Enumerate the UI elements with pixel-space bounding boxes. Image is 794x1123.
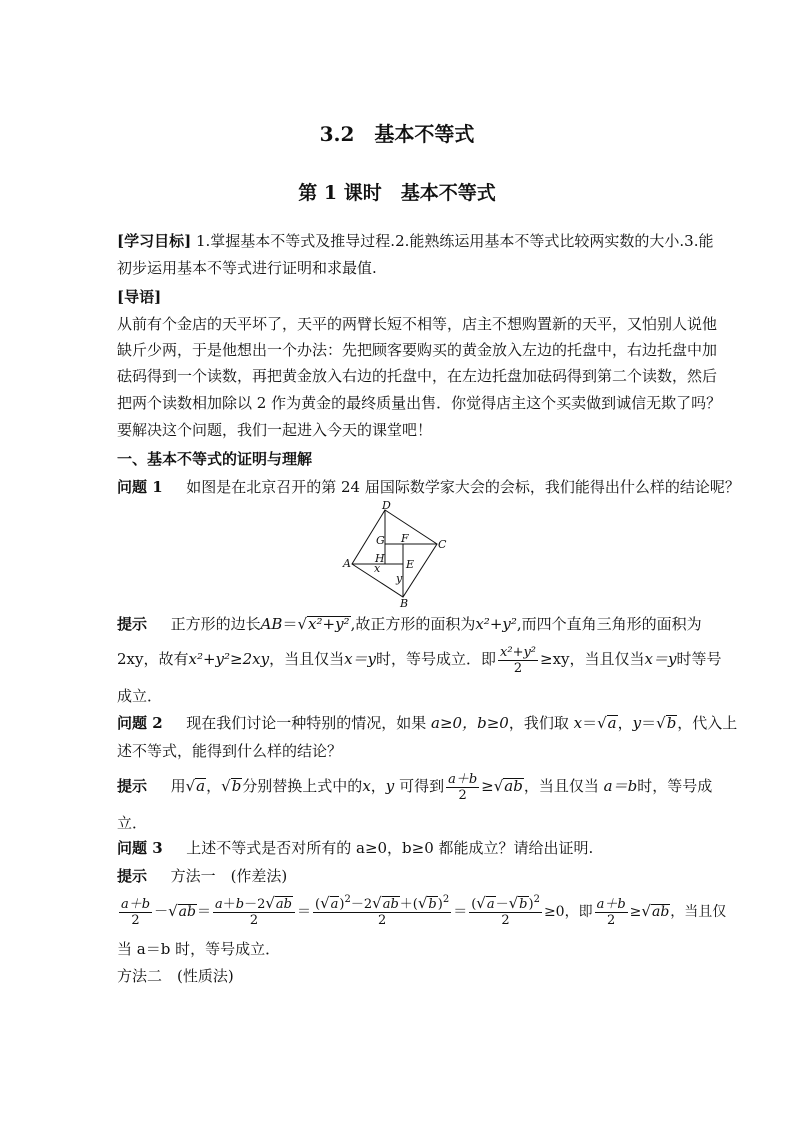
outer-square xyxy=(352,510,437,597)
diagram-label-b: B xyxy=(400,597,409,610)
section-1-title: 一、基本不等式的证明与理解 xyxy=(117,450,313,468)
question-3 xyxy=(117,838,593,858)
diagram-label-d: D xyxy=(382,500,391,512)
hint-1-line-1: 提示 正方形的边长AB＝√x²+y²,故正方形的面积为x²+y²,而四个直角三角形的面积为 xyxy=(117,615,702,633)
diagram-label-a: A xyxy=(343,557,351,570)
proof-equation: $\frac{a+b}{2}$ －√ab＝ $\frac{a+b-2√ab}{2}$ ＝ $\frac{(√a)^2-2√ab+(√b)^2}{2}$ ＝ $\frac{(√a-√b)^2}{2}$ ≥0，即 $\frac{a+b}{2}$ ≥√ab，当且仅 xyxy=(121,894,727,928)
question-1 xyxy=(117,477,740,497)
hint-1-label: 提示 xyxy=(117,615,148,633)
question-3-label: 问题 3 xyxy=(117,839,163,857)
diagram-label-y: y xyxy=(396,572,403,585)
intro-label: [导语] xyxy=(117,288,162,306)
fraction-x2y2-over-2: $\frac{\text{x²+y²}}{2}$ xyxy=(500,644,537,676)
hint-2-line-1: 提示 用√a，√b分别替换上式中的x，y 可得到 $\frac{a+b}{2}$ ≥√ab，当且仅当 a＝b时，等号成 xyxy=(117,771,713,803)
method-2-title: 方法二 (性质法) xyxy=(117,967,234,985)
lesson-title: 第 1 课时 基本不等式 xyxy=(298,182,496,204)
method-1-title: 方法一 (作差法) xyxy=(170,867,288,885)
objectives-line-1 xyxy=(117,231,713,251)
objectives-text-1: 1.掌握基本不等式及推导过程.2.能熟练运用基本不等式比较两实数的大小.3.能 xyxy=(195,232,714,250)
objectives-label: [学习目标] xyxy=(117,232,192,250)
intro-line: 要解决这个问题，我们一起进入今天的课堂吧！ xyxy=(117,421,433,439)
intro-line: 砝码得到一个读数，再把黄金放入右边的托盘中，在左边托盘加砝码得到第二个读数，然后 xyxy=(117,367,718,385)
hint-1-line-2: 2xy，故有x²+y²≥2xy，当且仅当x＝y时，等号成立．即 $\frac{\text{x²+y²}}{2}$ ≥xy，当且仅当x＝y时等号 xyxy=(117,644,722,676)
hint-2-line-2: 立． xyxy=(117,814,148,832)
zhao-shuang-diagram xyxy=(340,500,455,610)
hint-1-line-3: 成立． xyxy=(117,687,163,705)
diagram-label-g: G xyxy=(376,534,385,547)
intro-line: 从前有个金店的天平坏了，天平的两臂长短不相等，店主不想购置新的天平，又怕别人说他 xyxy=(117,315,718,333)
question-3-text: 上述不等式是否对所有的 a≥0，b≥0 都能成立？请给出证明. xyxy=(186,839,594,857)
hint-3-line-1 xyxy=(117,866,287,886)
diagram-label-x: x xyxy=(374,562,381,575)
intro-line: 把两个读数相加除以 2 作为黄金的最终质量出售．你觉得店主这个买卖做到诚信无欺了吗？ xyxy=(117,394,722,412)
question-1-label: 问题 1 xyxy=(117,478,163,496)
hint-2-label: 提示 xyxy=(117,777,148,795)
hint-3-label: 提示 xyxy=(117,867,148,885)
section-title: 3.2 基本不等式 xyxy=(319,122,475,146)
diagram-label-c: C xyxy=(438,538,447,551)
question-1-text: 如图是在北京召开的第 24 届国际数学家大会的会标，我们能得出什么样的结论呢？ xyxy=(186,478,740,496)
objectives-line-2: 初步运用基本不等式进行证明和求最值. xyxy=(117,259,377,277)
diagram-label-f: F xyxy=(401,532,409,545)
intro-line: 缺斤少两，于是他想出一个办法：先把顾客要购买的黄金放入左边的托盘中，右边托盘中加 xyxy=(117,341,718,359)
question-2-line-2: 述不等式，能得到什么样的结论？ xyxy=(117,742,343,760)
diagram-label-h: H xyxy=(375,552,385,565)
question-2-line-1: 问题 2 现在我们讨论一种特别的情况，如果 a≥0，b≥0，我们取 x＝√a，y＝√b，代入上 xyxy=(117,714,738,732)
diagram-label-e: E xyxy=(406,558,415,571)
sqrt-x2-y2: x²+y² xyxy=(308,615,350,633)
question-2-label: 问题 2 xyxy=(117,714,163,732)
hint-3-line-3: 当 a＝b 时，等号成立． xyxy=(117,940,281,958)
fraction-a-plus-b-over-2: $\frac{a+b}{2}$ xyxy=(448,771,478,803)
